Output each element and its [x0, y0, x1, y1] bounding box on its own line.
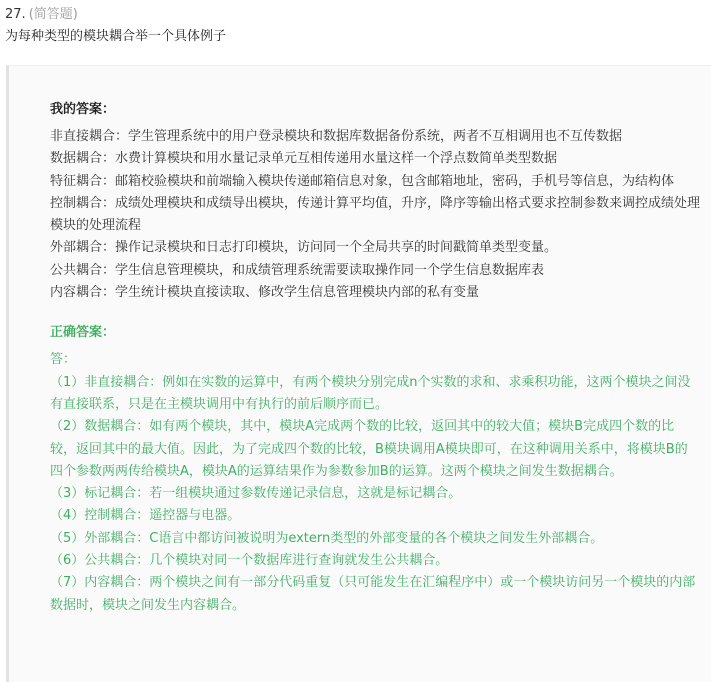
my-answer-line: 非直接耦合：学生管理系统中的用户登录模块和数据库数据备份系统，两者不互相调用也不互传数据 — [50, 129, 623, 144]
correct-answer-body — [50, 349, 700, 617]
correct-answer-line: （5）外部耦合：C语言中都访问被说明为extern类型的外部变量的各个模块之间发生外部耦合。 — [50, 530, 604, 546]
my-answer-title: 我的答案： — [50, 102, 116, 117]
correct-answer-line: （4）控制耦合：遥控器与电器。 — [50, 508, 241, 524]
correct-answer-line: （3）标记耦合：若一组模块通过参数传递记录信息，这就是标记耦合。 — [50, 486, 462, 502]
my-answer-line: 特征耦合：邮箱校验模块和前端输入模块传递邮箱信息对象，包含邮箱地址，密码，手机号等信息，为结构体 — [50, 173, 675, 189]
question-number: 27. — [5, 7, 26, 22]
question-stem: 为每种类型的模块耦合举一个具体例子 — [5, 29, 227, 44]
my-answer-line: 内容耦合：学生统计模块直接读取、修改学生信息管理模块内部的私有变量 — [50, 285, 480, 301]
correct-answer-line: 答： — [50, 352, 77, 368]
correct-answer-line: （6）公共耦合：几个模块对同一个数据库进行查询就发生公共耦合。 — [50, 553, 449, 569]
answer-content — [50, 101, 700, 617]
question-header — [5, 6, 78, 24]
question-type: (简答题) — [28, 7, 78, 22]
correct-answer-line: （1）非直接耦合：例如在实数的运算中，有两个模块分别完成n个实数的求和、求乘积功能，这两个模块之间没有直接联系，只是在主模块调用中有执行的前后顺序而已。 — [50, 374, 691, 412]
my-answer-line: 控制耦合：成绩处理模块和成绩导出模块，传递计算平均值，升序，降序等输出格式要求控制参数来调控成绩处理模块的处理流程 — [50, 195, 701, 234]
my-answer-line: 公共耦合：学生信息管理模块，和成绩管理系统需要读取操作同一个学生信息数据库表 — [50, 262, 545, 278]
answer-panel — [6, 65, 711, 682]
correct-answer-line: （2）数据耦合：如有两个模块，其中，模块A完成两个数的比较，返回其中的较大值；模块B完成四个数的比较，返回其中的最大值。因此，为了完成四个数的比较，B模块调用A模块即可，在这种调用关系中，将模块B的四个参数两两传给模块A，模块A的运算结果作为参数参加B的运算。这两个模块之间发生数据耦合。 — [50, 419, 688, 479]
my-answer-line: 数据耦合：水费计算模块和用水量记录单元互相传递用水量这样一个浮点数简单类型数据 — [50, 151, 558, 167]
correct-answer-title: 正确答案： — [50, 325, 116, 341]
my-answer-line: 外部耦合：操作记录模块和日志打印模块，访问同一个全局共享的时间戳简单类型变量。 — [50, 240, 558, 256]
correct-answer-line: （7）内容耦合：两个模块之间有一部分代码重复（只可能发生在汇编程序中）或一个模块访问另一个模块的内部数据时，模块之间发生内容耦合。 — [50, 575, 696, 613]
my-answer-body — [50, 126, 700, 304]
